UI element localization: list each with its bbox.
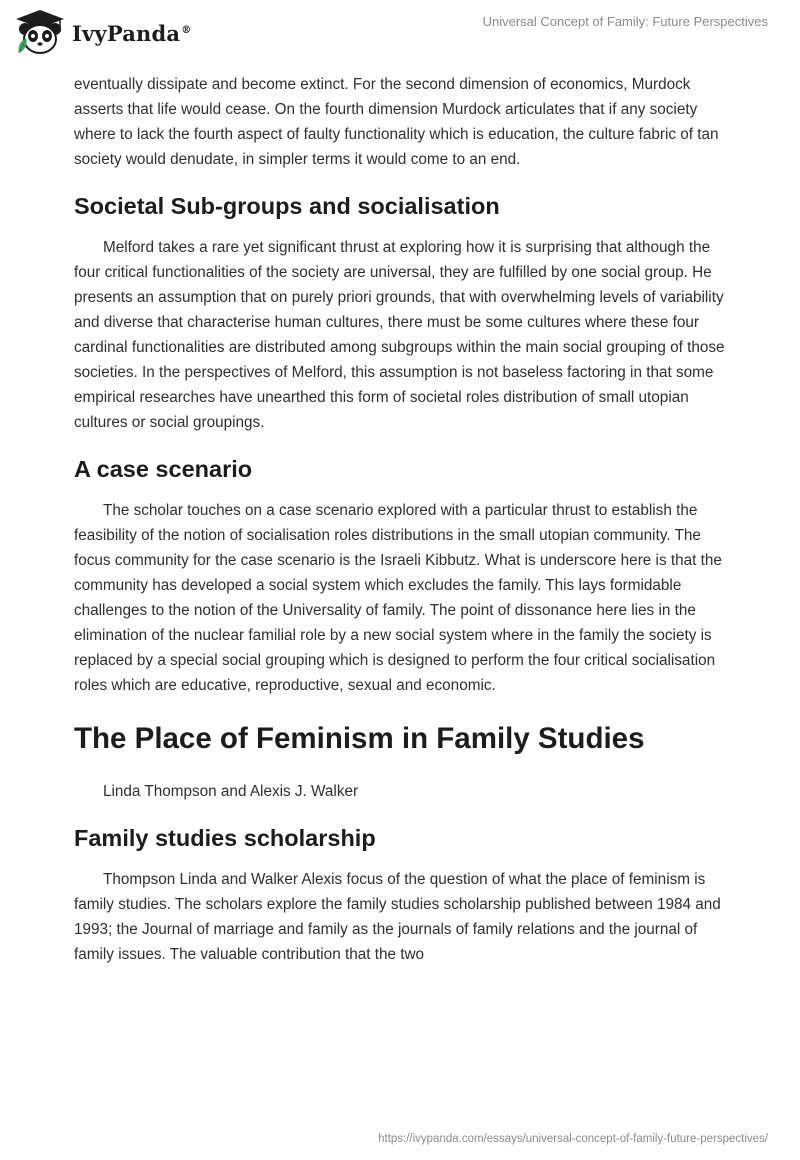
chapter-heading-feminism: The Place of Feminism in Family Studies — [74, 722, 645, 755]
section-heading-case-scenario: A case scenario — [74, 456, 253, 482]
page-header — [0, 0, 800, 70]
article-body — [74, 72, 726, 967]
panda-graduate-icon — [14, 8, 66, 58]
chapter-authors: Linda Thompson and Alexis J. Walker — [103, 783, 359, 800]
paragraph-family-studies: Thompson Linda and Walker Alexis focus of the question of what the place of feminism is family studies. The scholars explore the family studies scholarship published between 1984 and 1993; the Journal of marriage and family as the journals of family relations and the journal of family issues. The valuable contribution that the two — [74, 871, 721, 963]
section-heading-family-studies: Family studies scholarship — [74, 825, 376, 851]
document-title: Universal Concept of Family: Future Perspectives — [482, 14, 768, 29]
ivypanda-logo[interactable] — [14, 8, 191, 58]
paragraph-case-scenario: The scholar touches on a case scenario explored with a particular thrust to establish the feasibility of the notion of socialisation roles distributions in the small utopian community. The focus community for the case scenario is the Israeli Kibbutz. What is underscore here is that the community has developed a social system which excludes the family. This lays formidable challenges to the notion of the Universality of family. The point of dissonance here lies in the elimination of the nuclear familial role by a new social system where in the family the society is replaced by a special social grouping which is designed to perform the four critical socialisation roles which are educative, reproductive, sexual and economic. — [74, 502, 722, 694]
section-heading-societal-subgroups: Societal Sub-groups and socialisation — [74, 193, 500, 219]
source-url-link[interactable]: https://ivypanda.com/essays/universal-concept-of-family-future-perspectives/ — [378, 1133, 768, 1145]
intro-paragraph: eventually dissipate and become extinct. For the second dimension of economics, Murdock asserts that life would cease. On the fourth dimension Murdock articulates that if any society where to lack the fourth aspect of faulty functionality which is education, the culture fabric of tan society would denudate, in simpler terms it would come to an end. — [74, 76, 719, 168]
paragraph-melford: Melford takes a rare yet significant thrust at exploring how it is surprising that although the four critical functionalities of the society are universal, they are fulfilled by one social group. He presents an assumption that on purely priori grounds, that with overwhelming levels of variability and diverse that characterise human cultures, there must be some cultures where these four cardinal functionalities are distributed among subgroups within the main social grouping of those societies. In the perspectives of Melford, this assumption is not baseless factoring in that some empirical researches have unearthed this form of societal roles distribution of small utopian cultures or social groupings. — [74, 239, 725, 431]
brand-name: IvyPanda® — [72, 20, 192, 46]
